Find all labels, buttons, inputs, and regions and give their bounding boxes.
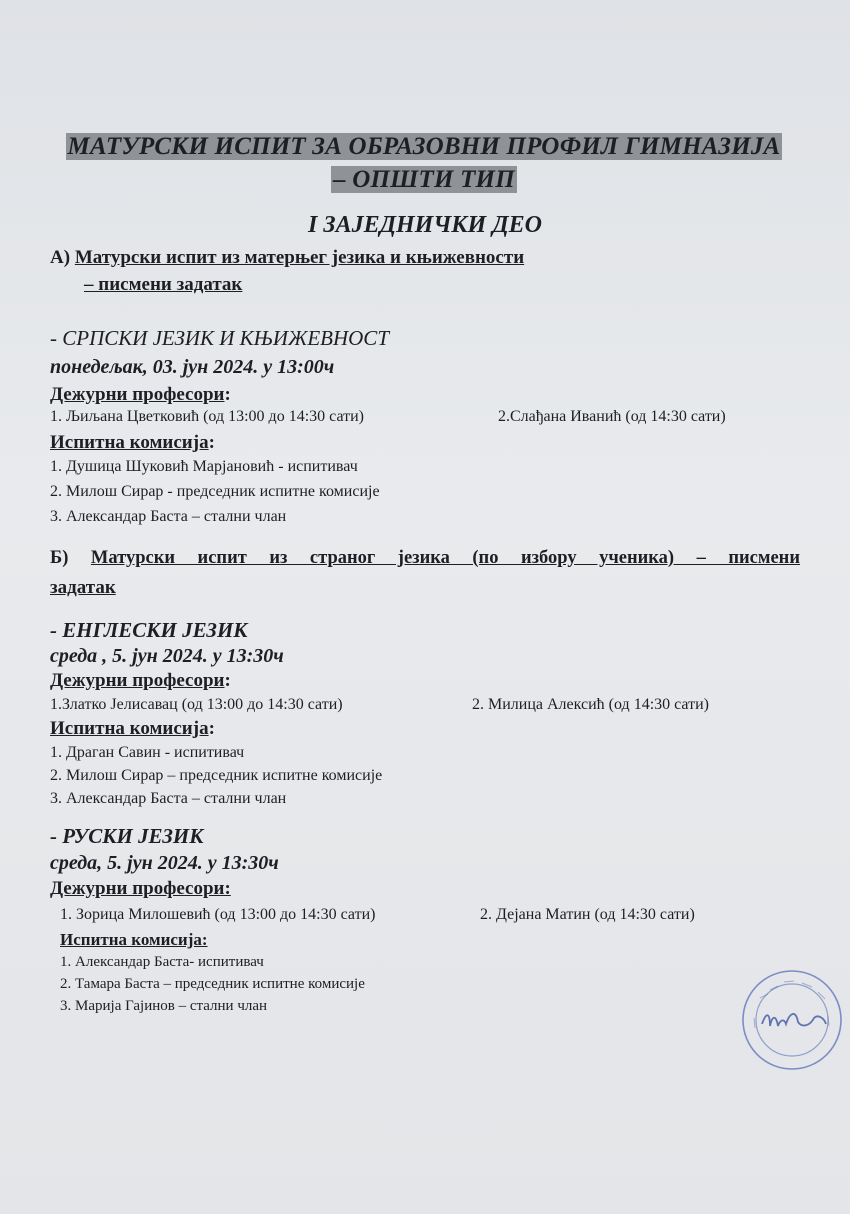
committee-member: 2. Милош Сирар - председник испитне комисије bbox=[50, 483, 380, 500]
committee-member: 3. Марија Гајинов – стални члан bbox=[60, 998, 268, 1014]
committee-label: Испитна комисија: bbox=[60, 930, 208, 949]
document-title bbox=[48, 130, 800, 196]
committee-member: 2. Тамара Баста – председник испитне комисије bbox=[60, 976, 365, 992]
duty-professors-label-text: Дежурни професори bbox=[50, 384, 225, 405]
committee-label-colon: : bbox=[208, 718, 215, 739]
part-heading: I ЗАЈЕДНИЧКИ ДЕО bbox=[308, 212, 542, 238]
official-stamp bbox=[740, 968, 844, 1072]
section-b-prefix: Б) bbox=[50, 548, 69, 568]
committee-member: 1. Александар Баста- испитивач bbox=[60, 954, 264, 970]
duty-professors-label-colon: : bbox=[224, 384, 231, 405]
committee-member: 3. Александар Баста – стални члан bbox=[50, 790, 287, 807]
committee-label bbox=[50, 432, 215, 454]
subject-russian: - РУСКИ ЈЕЗИК bbox=[50, 824, 204, 848]
section-a-heading-line-2: – писмени задатак bbox=[84, 274, 243, 295]
duty-professor-2: 2.Слађана Иванић (од 14:30 сати) bbox=[498, 408, 726, 425]
title-line-2: – ОПШТИ ТИП bbox=[333, 166, 515, 193]
duty-professor-1: 1. Љиљана Цветковић (од 13:00 до 14:30 сати) bbox=[50, 408, 365, 425]
committee-member: 3. Александар Баста – стални члан bbox=[50, 508, 287, 525]
committee-member: 1. Драган Савин - испитивач bbox=[50, 744, 245, 761]
duty-professor-1: 1. Зорица Милошевић (од 13:00 до 14:30 сати) bbox=[60, 906, 376, 923]
committee-label-colon: : bbox=[208, 432, 215, 453]
section-a-heading bbox=[50, 246, 524, 270]
section-a-prefix: А) bbox=[50, 247, 71, 268]
duty-professors-label bbox=[50, 670, 231, 692]
stamp-seal-icon bbox=[740, 968, 844, 1072]
committee-label-text: Испитна комисија bbox=[50, 718, 209, 739]
subject-english: - ЕНГЛЕСКИ ЈЕЗИК bbox=[50, 618, 248, 642]
committee-member: 1. Душица Шуковић Марјановић - испитивач bbox=[50, 458, 358, 475]
duty-professors-label bbox=[50, 384, 231, 406]
duty-professors-label-colon: : bbox=[224, 670, 231, 691]
duty-professor-1: 1.Златко Јелисавац (од 13:00 до 14:30 сати) bbox=[50, 696, 343, 713]
section-b-heading-line-1: Матурски испит из страног језика (по избору ученика) – писмени bbox=[90, 548, 801, 568]
duty-professor-2: 2. Милица Алексић (од 14:30 сати) bbox=[472, 696, 709, 713]
subject-serbian: - СРПСКИ ЈЕЗИК И КЊИЖЕВНОСТ bbox=[50, 326, 389, 350]
section-b-heading-line-2: задатак bbox=[50, 577, 116, 598]
duty-professor-2: 2. Дејана Матин (од 14:30 сати) bbox=[480, 906, 695, 923]
duty-professors-label-text: Дежурни професори bbox=[50, 670, 225, 691]
exam-date-serbian: понедељак, 03. јун 2024. у 13:00ч bbox=[50, 356, 335, 378]
section-a-heading-line-1: Матурски испит из матерњег језика и књижевности bbox=[74, 247, 525, 268]
section-b-heading-cont bbox=[50, 576, 116, 600]
section-a-heading-cont bbox=[84, 273, 242, 297]
duty-professors-label: Дежурни професори: bbox=[50, 878, 231, 899]
committee-label bbox=[50, 718, 215, 740]
title-line-1: МАТУРСКИ ИСПИТ ЗА ОБРАЗОВНИ ПРОФИЛ ГИМНАЗИЈА bbox=[67, 133, 781, 160]
exam-date-russian: среда, 5. јун 2024. у 13:30ч bbox=[50, 852, 279, 874]
committee-member: 2. Милош Сирар – председник испитне комисије bbox=[50, 767, 383, 784]
section-b-heading bbox=[50, 546, 800, 570]
exam-date-english: среда , 5. јун 2024. у 13:30ч bbox=[50, 645, 284, 667]
committee-label-text: Испитна комисија bbox=[50, 432, 209, 453]
